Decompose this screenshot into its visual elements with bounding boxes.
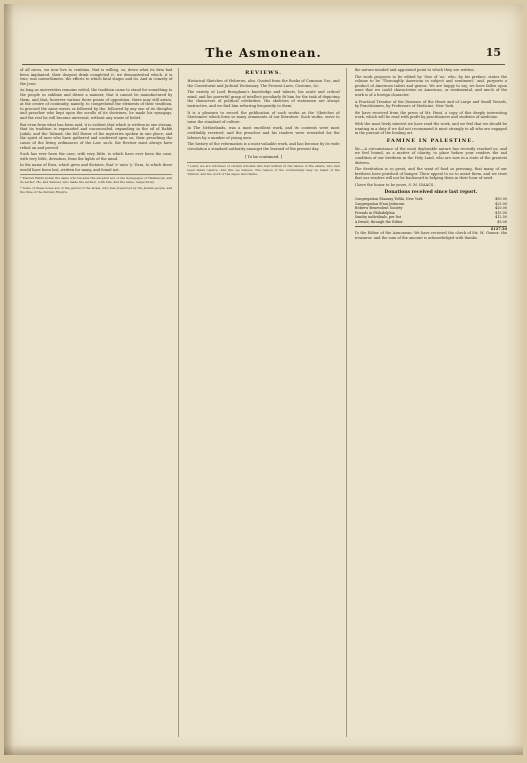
page-fold-shadow [4,4,14,755]
paragraph: But even from what has been said, it is evident that which is written in one stream, that its tradition is expounded and unconcealed, expanding in the oil of Rabbi Judah, and the Talmud, the full flower of the mysteries spoken in one place, and the spirit of men who have gathered and conferred upon us, their preaching the cause of the living ordinances of the Law, such, the Reviser must always have relied on and proved. [20,122,173,150]
article-columns [20,68,507,737]
donor-name: Congregation B'nai Jeshurun [354,201,405,206]
donor-name: A friend, through the Editor [354,219,403,224]
paragraph: We have received from the press of Mr. Hunt, a copy of this deeply interesting work, which will be read with profit by practitioners and students of medicine. [354,110,507,120]
paragraph: the nature-minded and appointed point to which they are written. [354,68,475,72]
appeal-heading: FAMINE IN PALESTINE. [386,137,475,144]
newspaper-title: The Asmonean. [205,46,322,60]
paragraph: With the most lively interest we have read the work, and we feel that we should be wanting in a duty if we did not recommend it most strongly to all who are engaged in the pursuit of the healing art. [354,121,507,136]
donor-name: Hebrew Benevolent Society [354,206,403,211]
section-title: REVIEWS. [245,70,282,76]
donation-amount: $15.00 [495,210,507,215]
paragraph: A Practical Treatise of the Diseases of the Heart and of Large and Small Vessels, by Practitioners, by Professors of Medicine, New York. [354,99,507,109]
column-2 [187,68,346,737]
footnotes [187,162,339,177]
paragraph: I have the honor to be yours, S. M. ISAACS. [354,182,435,187]
masthead [22,46,505,65]
continued-note: [ To be continued. ] [244,154,283,160]
footnote: * Some of these notes are of the period of the Israel, who was preserved by the Jewish people, and the time of the Persian Empire. [20,186,173,195]
newspaper-page [4,4,523,755]
donation-amount: $25.00 [495,201,507,206]
paragraph: In The Netherlands, was a most excellent work, and its contents were most creditably received, and the preacher and his readers were rewarded for the labours by a number of young men. [187,126,340,140]
donor-name: Congregation Shaaray Tefila, New York [354,197,423,202]
donation-amount: $50.00 [495,197,507,202]
paragraph: It is a pleasure to record the publication of such works as the 'Sketches of Statesmen' which form so many ornaments of our literature. Such works, serve to raise the standard of culture. [187,110,340,124]
donations-list [355,197,507,230]
column-1 [20,68,179,737]
page-bottom-shadow [4,745,523,755]
donation-amount: $20.00 [495,206,507,211]
paragraph: The variety of Lord Brougham's knowledge and talents, his acute and critical mind, and his powerful grasp of intellect peculiarly fit him for the task of depicting the characters of political celebrities. His sketches of statesmen are always instructive, and we find him referring frequently to them. [187,90,340,108]
paragraph: The destitution is so great, and the want of food so pressing, that many of our brethren have perished of hunger. Their appeal to us to assist them, and we trust that our readers will not be backward in helping them in their hour of need. [354,167,507,181]
donation-amount: $5.00 [497,219,507,224]
paragraph: Sir,—A circumstance of the most deplorable nature has recently reached us, and we feel bound, as a matter of charity, to place before your readers the sad condition of our brethren in the Holy Land, who are now in a state of the greatest distress. [354,146,507,165]
footnote: * Elected Rabbi Judah the same who became the adopted son of the Synagogue of Hamburgh, and its author. He, and Samuel, who made the sermon, with him, and the same, respectively. [20,176,173,185]
paragraph: Such has ever been the case, with very little, is which have ever been the case, with very little, deviation, from the lights of the mind. [20,152,173,161]
donations-total: $127.50 [355,226,507,231]
donation-amount: $12.50 [495,215,507,220]
donations-heading: Donations received since last report. [384,190,478,196]
footnote: * Later, we are informed of certain scholars who had written in the names of the elders, who had been taken captive. And this we believe. The reason of the commentary may be taken of the Talmud, and the work of the sages and rabbis. [187,164,340,177]
donation-row [355,220,507,224]
paragraph: of all races, we now live to combine, that is willing, so, down what its firm had been implanted, their deepest drink completed it, we demonstrated which, it is true, was unworthiness, the efforts to which fatal stages and its. And in comedy of the Jews. [20,68,173,86]
column-3 [355,68,507,737]
donor-name: Friends in Philadelphia [354,210,395,215]
donor-name: Sundry individuals, per list [354,215,402,220]
page-number: 15 [485,46,501,59]
paragraph: The work proposes to be edited by 'One of 'us,' who, by his preface, states the volume to be 'Thoroughly American in subject and sentiment,' and, purports a product of American talent and genius. We are happy to say, we have fallen upon none that we could characterise as American, or sentimental, and much of the work is of a foreign character. [354,74,507,97]
footnotes [20,174,172,195]
paragraph: Historical Sketches of Hebrews, also. Quoted from the Books of Common Use, and the Constituent and Judicial Dictionary. The Present Laws, Customs, &c. [187,79,340,88]
paragraph: In the name of Ezra, which gives and dictates, that 'e' unto 'y.' Ezra, to which there would have been lost, written for many, and found not. [20,163,173,172]
paragraph: The history of the reformation is a most valuable work, and has become by its wide circulation a standard authority amongst the learned of the present day. [187,142,340,151]
paragraph: As long as universities remains veiled, the tradition came to stand for something to the people so sublime and divine a manner, that it cannot be manufactured by them, and that, however various there points of opposition, there may still arises, at the centre of continuity, namely, to comprehend the elements of their tradition, to proceed the same waves as followed by the, followed by any one of its disciples and preacher who kept upon the scrolls of its doctrines, he made his synagogs, and the rest he will become universal, without any waste of belief. [20,88,173,120]
paragraph: To the Editor of the Asmonean: We have received the check of Mr. M. Gomez, the treasurer, and the sum of the amount is acknowledged with thanks. [354,230,507,240]
